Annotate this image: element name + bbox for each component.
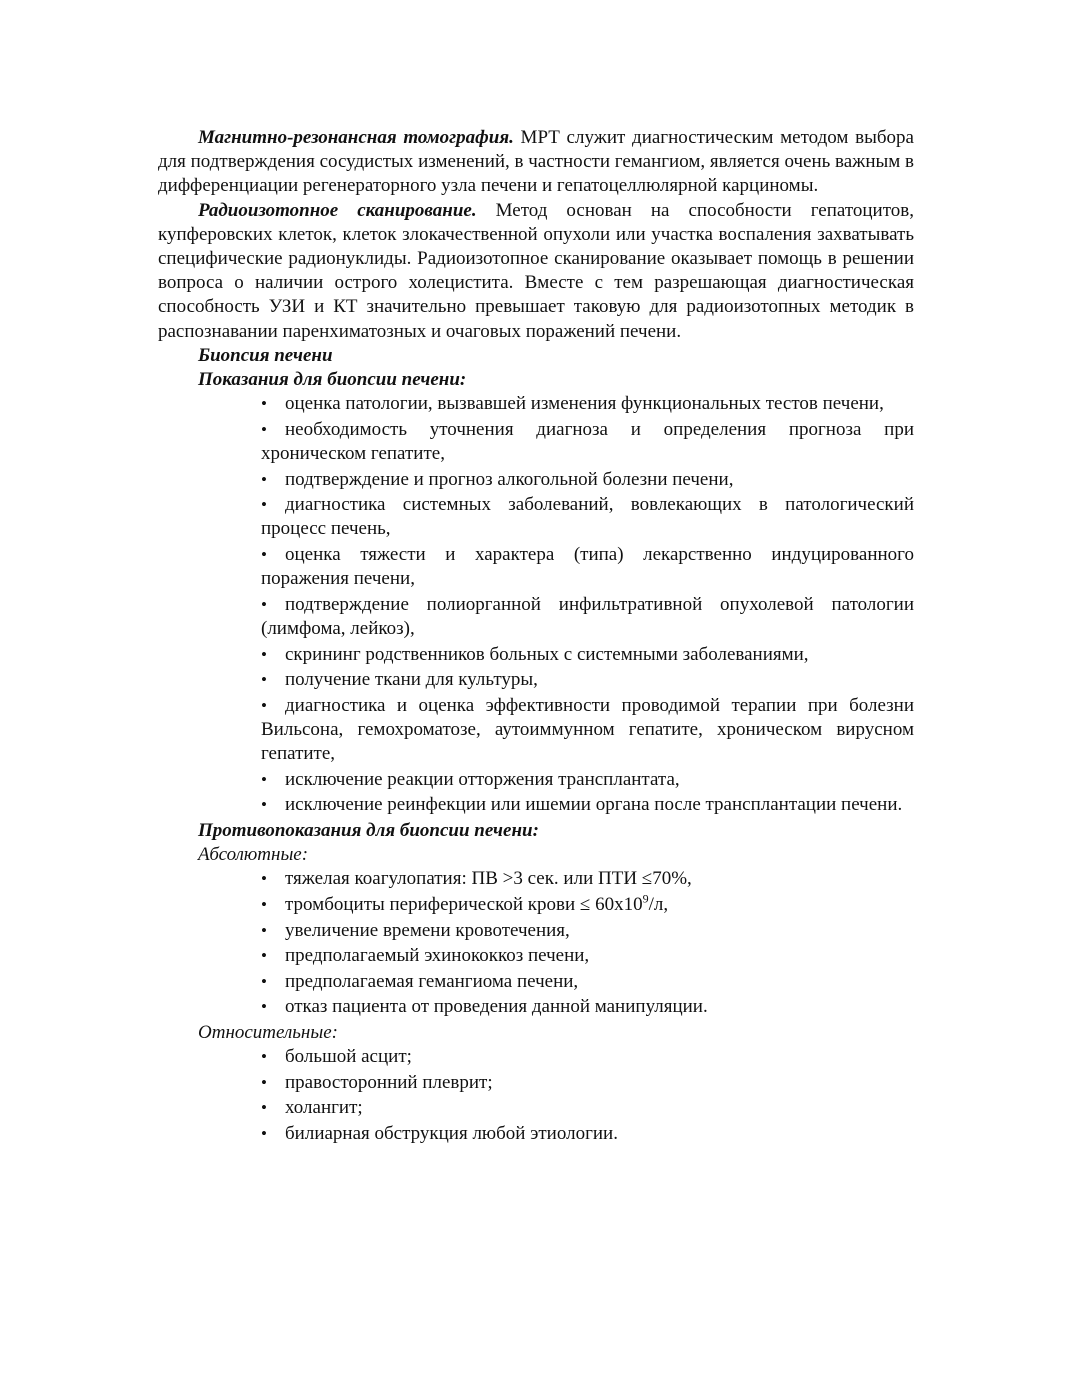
list-item [261, 944, 914, 968]
list-item [261, 970, 914, 994]
list-item [261, 893, 914, 917]
bullet-icon: • [261, 894, 267, 914]
indications-heading: Показания для биопсии печени: [198, 369, 467, 391]
radioisotope-lead: Радиоизотопное сканирование. [198, 199, 477, 221]
list-item [261, 1096, 914, 1120]
list-item [261, 995, 914, 1019]
list-item-text: большой асцит; [285, 1046, 412, 1068]
relative-contraindications-list [158, 1045, 914, 1146]
bullet-icon: • [261, 495, 267, 515]
radioisotope-paragraph [158, 199, 914, 344]
bullet-icon: • [261, 1123, 267, 1143]
list-item [261, 668, 914, 692]
mri-text: МРТ служит диагностическим методом выбора для подтверждения сосудистых изменений, в частности гемангиом, является очень важным в дифференциации регенераторного узла печени и гепатоцеллюлярной карциномы. [158, 127, 914, 197]
list-item-text: исключение реинфекции или ишемии органа после трансплантации печени. [285, 794, 903, 816]
list-item [261, 392, 914, 416]
bullet-icon: • [261, 644, 267, 664]
list-item [261, 543, 914, 591]
list-item-text: холангит; [285, 1097, 363, 1119]
list-item [261, 493, 914, 541]
list-item [261, 593, 914, 641]
bullet-icon: • [261, 594, 267, 614]
mri-paragraph [158, 126, 914, 199]
bullet-icon: • [261, 1047, 267, 1067]
bullet-icon: • [261, 419, 267, 439]
list-item-text: получение ткани для культуры, [285, 669, 538, 691]
list-item [261, 768, 914, 792]
bullet-icon: • [261, 1098, 267, 1118]
list-item [261, 643, 914, 667]
list-item-text: отказ пациента от проведения данной манипуляции. [285, 996, 708, 1018]
contraindications-heading: Противопоказания для биопсии печени: [198, 819, 539, 841]
bullet-icon: • [261, 469, 267, 489]
bullet-icon: • [261, 869, 267, 889]
bullet-icon: • [261, 695, 267, 715]
biopsy-heading: Биопсия печени [198, 344, 333, 366]
list-item-text: необходимость уточнения диагноза и определения прогноза при хроническом гепатите, [261, 418, 914, 465]
list-item [261, 1122, 914, 1146]
bullet-icon: • [261, 795, 267, 815]
list-item [261, 919, 914, 943]
bullet-icon: • [261, 545, 267, 565]
list-item [261, 694, 914, 767]
list-item-text: правосторонний плеврит; [285, 1071, 493, 1093]
bullet-icon: • [261, 971, 267, 991]
exponent: 9 [642, 891, 649, 906]
list-item [261, 418, 914, 466]
list-item-text: тяжелая коагулопатия: ПВ >3 сек. или ПТИ ≤70%, [285, 868, 692, 890]
bullet-icon: • [261, 1072, 267, 1092]
radioisotope-text: Метод основан на способности гепатоцитов, купферовских клеток, клеток злокачественной опухоли или участка воспаления захватывать специфические радионуклиды. Радиоизотопное сканирование оказывает помощь в решении вопроса о наличии острого холецистита. Вместе с тем разрешающая диагностическая способность УЗИ и КТ значительно превышает таковую для радиоизотопных методик в распознавании паренхиматозных и очаговых поражений печени. [158, 199, 915, 342]
relative-label: Относительные: [198, 1021, 338, 1043]
bullet-icon: • [261, 769, 267, 789]
list-item-text: тромбоциты периферической крови ≤ 60х10 [285, 893, 643, 915]
absolute-contraindications-list [158, 867, 914, 1019]
list-item-text: подтверждение и прогноз алкогольной болезни печени, [285, 468, 734, 490]
indications-list [158, 392, 914, 817]
list-item-text: предполагаемый эхинококкоз печени, [285, 945, 590, 967]
list-item-text: билиарная обструкция любой этиологии. [285, 1122, 618, 1144]
list-item-text: подтверждение полиорганной инфильтративной опухолевой патологии (лимфома, лейкоз), [261, 593, 914, 640]
bullet-icon: • [261, 920, 267, 940]
list-item-text: оценка патологии, вызвавшей изменения функциональных тестов печени, [285, 393, 884, 415]
list-item-text-unit: /л, [648, 893, 669, 915]
list-item-text: диагностика и оценка эффективности проводимой терапии при болезни Вильсона, гемохроматозе, аутоиммунном гепатите, хроническом вирусном гепатите, [261, 694, 914, 765]
mri-lead: Магнитно-резонансная томография. [198, 127, 514, 148]
bullet-icon: • [261, 997, 267, 1017]
list-item-text: предполагаемая гемангиома печени, [285, 970, 579, 992]
list-item-text: скрининг родственников больных с системными заболеваниями, [285, 643, 809, 665]
list-item [261, 1071, 914, 1095]
list-item [261, 468, 914, 492]
list-item-text: увеличение времени кровотечения, [285, 919, 570, 941]
document-page [158, 126, 914, 1148]
bullet-icon: • [261, 394, 267, 414]
list-item-text: оценка тяжести и характера (типа) лекарственно индуцированного поражения печени, [261, 544, 914, 590]
list-item-text: исключение реакции отторжения трансплантата, [285, 768, 680, 790]
list-item [261, 867, 914, 891]
list-item [261, 1045, 914, 1069]
list-item [261, 793, 914, 817]
absolute-label: Абсолютные: [198, 844, 309, 866]
bullet-icon: • [261, 946, 267, 966]
list-item-text: диагностика системных заболеваний, вовлекающих в патологический процесс печень, [261, 494, 914, 540]
bullet-icon: • [261, 670, 267, 690]
